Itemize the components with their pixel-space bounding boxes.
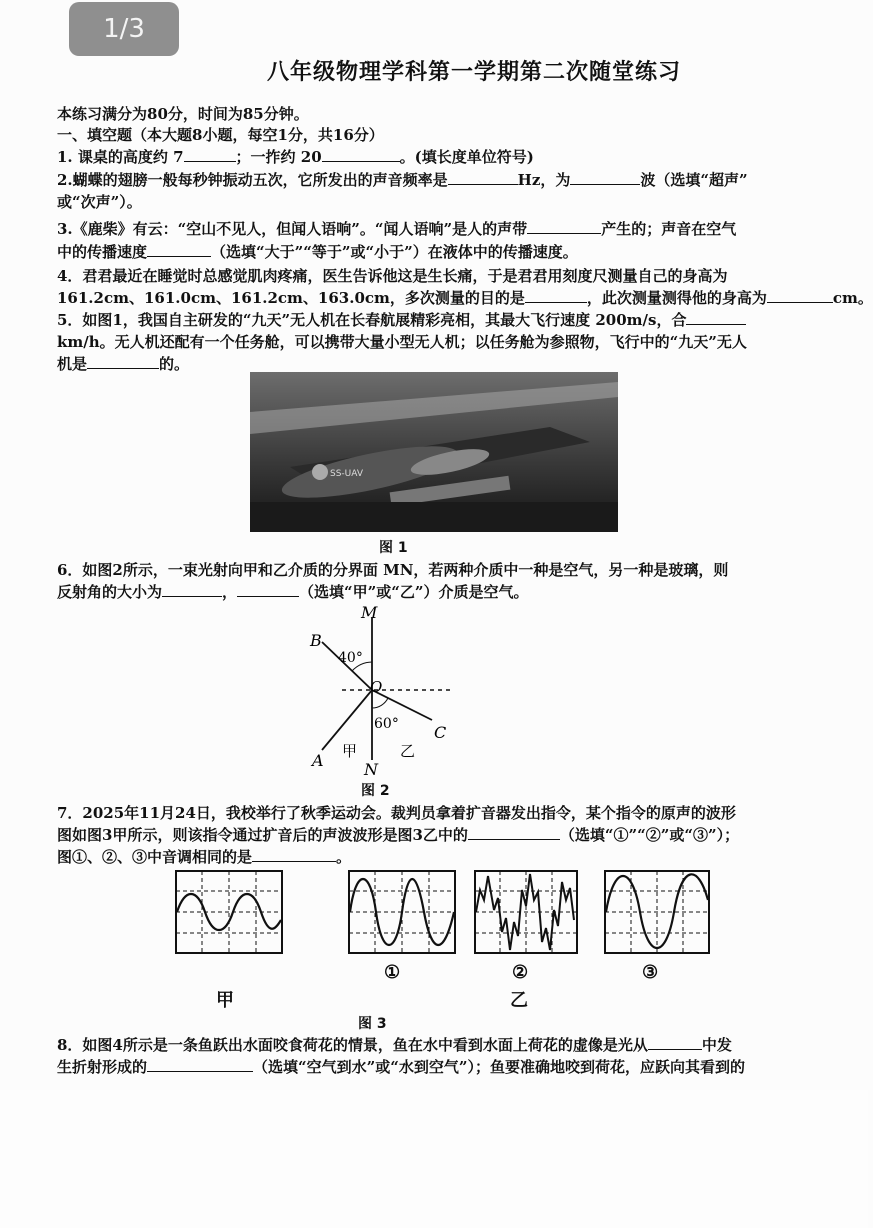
q8-text-c: 生折射形成的 [57,1058,148,1076]
page-indicator-badge: 1/3 [69,2,179,56]
q3-text-b: 产生的；声音在空气 [601,220,737,238]
question-4: 4．君君最近在睡觉时总感觉肌肉疼痛，医生告诉他这是生长痛，于是君君用刻度尺测量自己的身高为 [57,267,728,285]
waveform-2 [474,870,578,954]
question-8-cont [57,1057,745,1077]
angle-40: 40° [338,650,363,666]
question-3 [57,219,736,239]
q8-blank-2[interactable] [147,1057,253,1072]
q2-text-b: Hz，为 [517,171,571,189]
q4-text-c: ，此次测量测得他的身高为 [586,289,767,307]
q7-text-d: 图①、②、③中音调相同的是 [57,848,253,866]
label-c: C [434,723,447,742]
medium-jia: 甲 [342,742,358,760]
q1-text-b: ；一拃约 20 [235,148,322,166]
page-title: 八年级物理学科第一学期第二次随堂练习 [266,59,681,85]
q3-text-d: （选填“大于”“等于”或“小于”）在液体中的传播速度。 [211,243,578,261]
question-8 [57,1035,732,1055]
q3-blank-1[interactable] [527,219,601,234]
q6-text-d: （选填“甲”或“乙”）介质是空气。 [299,583,529,601]
label-m: M [361,603,378,622]
waveform-2-label: ② [512,962,529,983]
question-7-cont [57,825,739,845]
question-5 [57,310,746,330]
angle-60: 60° [374,716,399,732]
question-7-cont2 [57,847,351,867]
question-5-cont2 [57,354,189,374]
label-a: A [312,751,324,770]
question-3-cont [57,242,578,262]
medium-yi: 乙 [400,742,416,760]
q1-text-a: 1. 课桌的高度约 7 [57,148,184,166]
question-6: 6．如图2所示，一束光射向甲和乙介质的分界面 MN，若两种介质中一种是空气，另一种是玻璃，则 [57,561,729,579]
q7-text-e: 。 [336,848,352,866]
q7-text-c: （选填“①”“②”或“③”）； [559,826,740,844]
q5-text-a: 5．如图1，我国自主研发的“九天”无人机在长春航展精彩亮相，其最大飞行速度 200m/s，合 [57,311,687,329]
q8-blank-1[interactable] [648,1035,702,1050]
q3-text-a: 3.《鹿柴》有云：“空山不见人，但闻人语响”。“闻人语响”是人的声带 [57,220,528,238]
label-n: N [364,760,378,779]
question-5-cont: km/h。无人机还配有一个任务舱，可以携带大量小型无人机；以任务舱为参照物，飞行中的“九天”无人 [57,333,747,351]
q3-text-c: 中的传播速度 [57,243,148,261]
q5-text-c: 机是 [57,355,88,373]
question-4-cont [57,288,873,308]
label-b: B [310,631,322,650]
waveform-group-jia: 甲 [216,990,234,1011]
q2-text-a: 2.蝴蝶的翅膀一般每秒钟振动五次，它所发出的声音频率是 [57,171,448,189]
section-heading: 一、填空题（本大题8小题，每空1分，共16分） [57,126,384,144]
waveform-1-label: ① [384,962,401,983]
q3-blank-2[interactable] [147,242,211,257]
question-7: 7．2025年11月24日，我校举行了秋季运动会。裁判员拿着扩音器发出指令，某个指令的原声的波形 [57,804,736,822]
q6-blank-2[interactable] [237,582,299,597]
q4-blank-2[interactable] [767,288,833,303]
question-2-cont: 或“次声”）。 [57,193,142,211]
label-o: O [370,678,383,696]
q1-text-c: 。(填长度单位符号) [399,148,534,166]
question-1 [57,147,534,167]
figure-2-light-diagram [300,600,470,800]
q8-text-b: 中发 [701,1036,732,1054]
question-2 [57,170,748,190]
q4-blank-1[interactable] [525,288,587,303]
question-6-cont [57,582,529,602]
figure-1-caption: 图 1 [379,540,408,556]
waveform-3-label: ③ [642,962,659,983]
q5-blank-2[interactable] [87,354,159,369]
waveform-1 [348,870,456,954]
figure-2-caption: 图 2 [361,783,390,799]
q2-blank-2[interactable] [570,170,640,185]
q1-blank-2[interactable] [322,147,400,162]
figure-1-drone-photo [250,372,618,532]
ray-oa [322,690,372,750]
waveform-jia [175,870,283,954]
q2-blank-1[interactable] [448,170,518,185]
q6-blank-1[interactable] [162,582,222,597]
q6-text-b: 反射角的大小为 [57,583,163,601]
photo-logo-text: SS-UAV [330,469,363,479]
q8-text-a: 8．如图4所示是一条鱼跃出水面咬食荷花的情景，鱼在水中看到水面上荷花的虚像是光从 [57,1036,648,1054]
q5-text-d: 的。 [159,355,190,373]
waveform-3 [604,870,710,954]
blank-page-area [0,1090,868,1228]
intro-text: 本练习满分为80分，时间为85分钟。 [57,105,309,123]
q4-text-b: 161.2cm、161.0cm、161.2cm、163.0cm，多次测量的目的是 [57,289,525,307]
q8-text-d: （选填“空气到水”或“水到空气”）；鱼要准确地咬到荷花，应跃向其看到的 [253,1058,746,1076]
q7-text-b: 图如图3甲所示，则该指令通过扩音后的声波波形是图3乙中的 [57,826,468,844]
q5-blank-1[interactable] [686,310,746,325]
q2-text-c: 波（选填“超声” [640,171,748,189]
figure-3-caption: 图 3 [358,1016,387,1032]
q7-blank-2[interactable] [252,847,336,862]
waveform-group-yi: 乙 [510,990,528,1011]
q6-text-c: ， [222,583,238,601]
q1-blank-1[interactable] [184,147,236,162]
q7-blank-1[interactable] [468,825,560,840]
q4-text-d: cm。 [832,289,873,307]
